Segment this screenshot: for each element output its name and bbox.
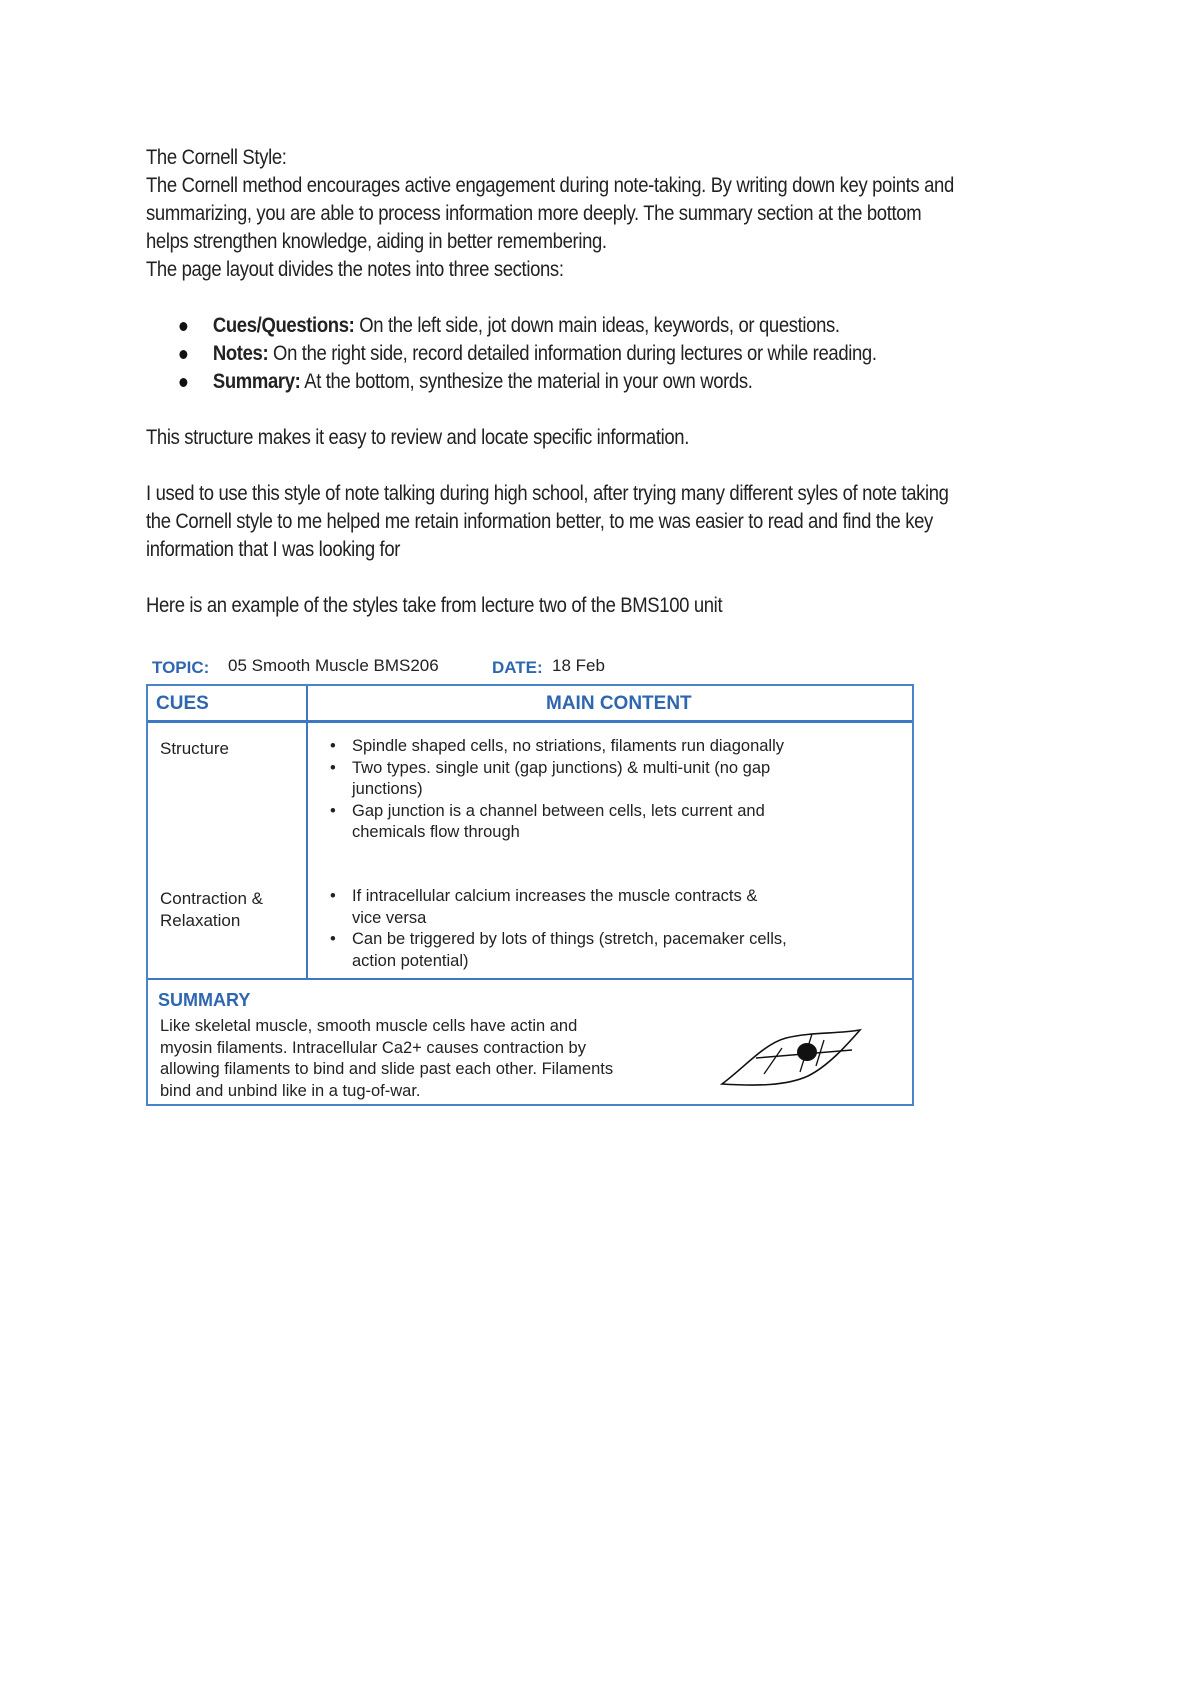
bullet-icon bbox=[179, 322, 187, 331]
summary-line: myosin filaments. Intracellular Ca2+ causes contraction by bbox=[160, 1038, 586, 1057]
date-value: 18 Feb bbox=[552, 656, 605, 675]
bullet-text: On the right side, record detailed information during lectures or while reading. bbox=[268, 342, 877, 365]
cue-line: Relaxation bbox=[160, 911, 241, 930]
spacer bbox=[146, 564, 964, 592]
body-line: The Cornell method encourages active engagement during note-taking. By writing down key points and bbox=[146, 174, 954, 197]
bullet-term: Summary: bbox=[212, 370, 301, 393]
body-line: The page layout divides the notes into three sections: bbox=[146, 258, 564, 281]
cue-structure bbox=[160, 738, 229, 760]
cue-line: Structure bbox=[160, 739, 229, 758]
topic-value: 05 Smooth Muscle BMS206 bbox=[228, 656, 439, 675]
content-line: • If intracellular calcium increases the muscle contracts & bbox=[352, 887, 758, 905]
summary-line: allowing filaments to bind and slide past each other. Filaments bbox=[160, 1060, 614, 1078]
content-line: • Spindle shaped cells, no striations, filaments run diagonally bbox=[352, 737, 784, 755]
list-item bbox=[146, 340, 964, 368]
list-item bbox=[328, 929, 808, 972]
smooth-muscle-cell-sketch-icon bbox=[716, 1026, 866, 1096]
cornell-notes-example bbox=[146, 648, 916, 1108]
main-content-contraction bbox=[328, 886, 808, 972]
body-line: summarizing, you are able to process information more deeply. The summary section at the bottom bbox=[146, 202, 922, 225]
list-item bbox=[146, 312, 964, 340]
bullet-icon bbox=[179, 378, 187, 387]
main-content-header: MAIN CONTENT bbox=[546, 693, 692, 714]
header-divider bbox=[148, 720, 912, 723]
column-divider bbox=[306, 686, 308, 980]
body-line: helps strengthen knowledge, aiding in better remembering. bbox=[146, 230, 607, 253]
list-item bbox=[146, 368, 964, 396]
summary-divider bbox=[148, 978, 912, 980]
content-line: action potential) bbox=[352, 951, 469, 970]
summary-line: Like skeletal muscle, smooth muscle cells have actin and bbox=[160, 1017, 578, 1035]
spacer bbox=[146, 396, 964, 424]
bullet-term: Cues/Questions: bbox=[212, 314, 355, 337]
cue-line: Contraction & bbox=[160, 889, 263, 908]
content-line: junctions) bbox=[352, 780, 423, 798]
list-item bbox=[328, 801, 808, 844]
cues-header: CUES bbox=[156, 693, 209, 714]
main-content-structure bbox=[328, 736, 808, 844]
date-label: DATE: bbox=[492, 658, 543, 677]
content-line: • Gap junction is a channel between cells, lets current and bbox=[352, 801, 765, 820]
topic-row bbox=[146, 648, 916, 678]
summary-line: bind and unbind like in a tug-of-war. bbox=[160, 1081, 421, 1100]
list-item bbox=[328, 886, 808, 929]
bullet-icon bbox=[179, 350, 187, 359]
sections-list bbox=[146, 312, 964, 396]
list-item bbox=[328, 758, 808, 801]
spacer bbox=[146, 284, 964, 312]
bullet-text: At the bottom, synthesize the material in your own words. bbox=[300, 370, 753, 393]
cue-contraction-relaxation bbox=[160, 888, 263, 932]
body-line: the Cornell style to me helped me retain information better, to me was easier to read and find the key bbox=[146, 510, 933, 533]
body-line: Here is an example of the styles take from lecture two of the BMS100 unit bbox=[146, 594, 723, 617]
summary-text bbox=[160, 1016, 680, 1102]
content-line: • Two types. single unit (gap junctions) & multi-unit (no gap bbox=[352, 758, 771, 777]
body-line: information that I was looking for bbox=[146, 538, 401, 561]
bullet-text: On the left side, jot down main ideas, keywords, or questions. bbox=[354, 314, 840, 337]
section-heading: The Cornell Style: bbox=[146, 146, 287, 169]
list-item bbox=[328, 736, 808, 758]
content-line: vice versa bbox=[352, 908, 427, 927]
topic-label: TOPIC: bbox=[152, 658, 210, 677]
document-body bbox=[146, 144, 964, 620]
spacer bbox=[146, 452, 964, 480]
content-line: chemicals flow through bbox=[352, 823, 520, 841]
body-line: I used to use this style of note talking during high school, after trying many different syles of note taking bbox=[146, 482, 949, 505]
cornell-grid bbox=[146, 684, 914, 1106]
content-line: • Can be triggered by lots of things (stretch, pacemaker cells, bbox=[352, 930, 787, 948]
bullet-term: Notes: bbox=[212, 342, 269, 365]
body-line: This structure makes it easy to review and locate specific information. bbox=[146, 426, 690, 449]
summary-header: SUMMARY bbox=[158, 990, 251, 1010]
